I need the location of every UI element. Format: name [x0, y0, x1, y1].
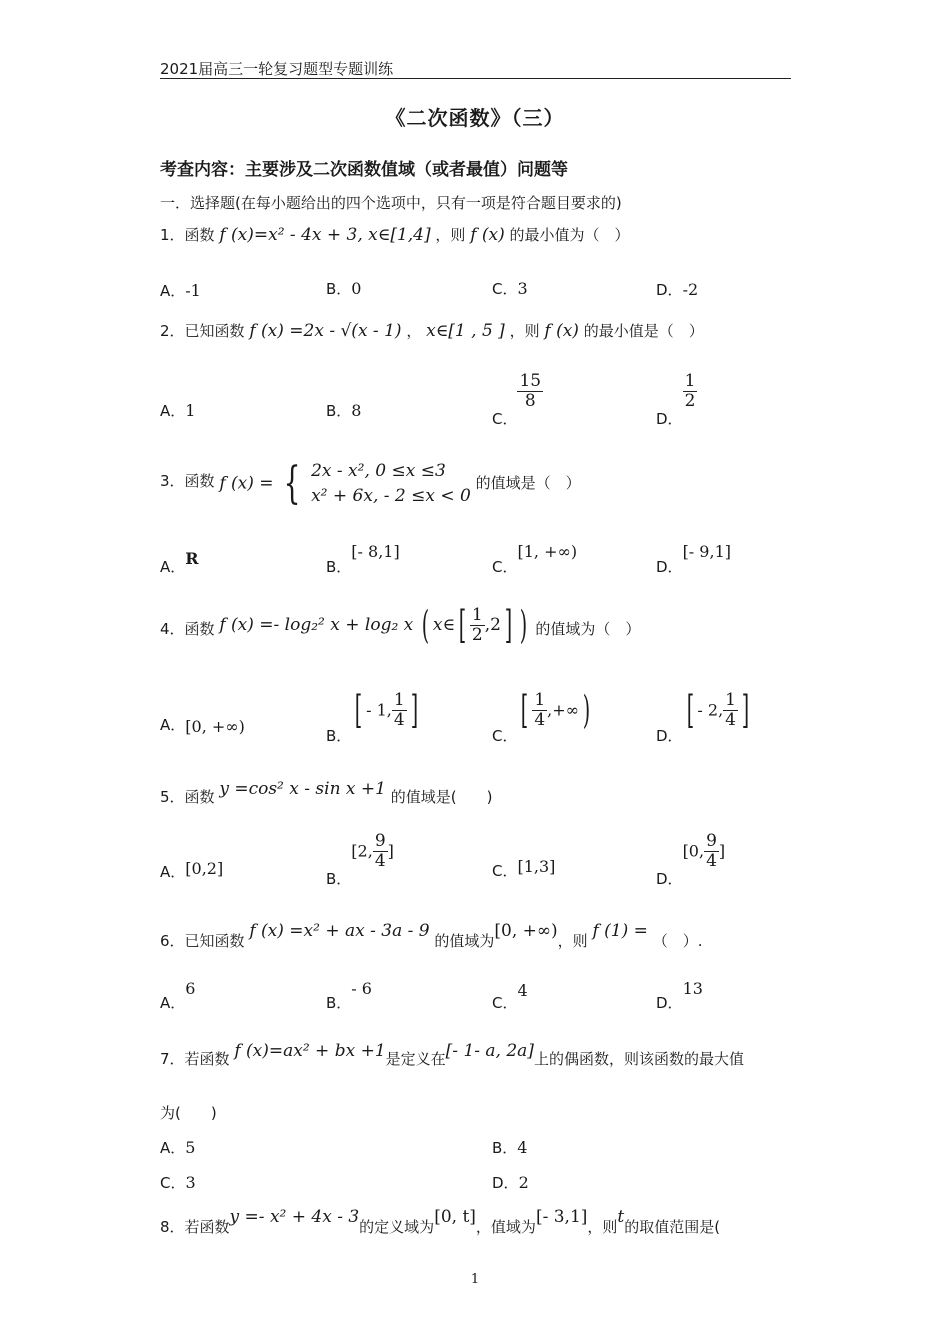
denominator: 8 — [524, 390, 536, 411]
option-value: 4 — [517, 1138, 528, 1157]
option-label: A． — [160, 1139, 186, 1157]
q7-option-c[interactable] — [160, 1172, 196, 1193]
q7-option-d[interactable] — [492, 1172, 529, 1193]
q5-option-d[interactable] — [656, 831, 726, 888]
q4-domain-fraction — [470, 606, 485, 644]
option-label: C． — [492, 862, 518, 880]
option-value: - 2, — [697, 700, 724, 720]
q6-prefix: 6．已知函数 — [160, 932, 245, 950]
right-bracket-icon: ] — [504, 603, 513, 647]
right-paren-icon: ) — [582, 688, 591, 732]
q6-formula-3: f (1) = — [592, 921, 648, 941]
q6-option-b[interactable] — [326, 978, 372, 1012]
option-value: [- 8,1] — [351, 542, 400, 561]
q6-tail: （ ）. — [652, 932, 703, 950]
q4-domain-label: x∈ — [432, 615, 456, 635]
option-value: 5 — [185, 1138, 196, 1157]
option-fraction — [373, 832, 388, 870]
option-fraction — [683, 372, 698, 410]
q2-option-b[interactable] — [326, 400, 361, 421]
option-label: C． — [492, 726, 518, 745]
option-value: 0 — [351, 279, 362, 298]
option-label: C． — [160, 1174, 186, 1192]
option-close: ] — [387, 841, 394, 861]
q5-option-b[interactable] — [326, 831, 394, 888]
q5-tail: 的值域是( ) — [390, 788, 493, 806]
option-value: [0,2] — [185, 859, 224, 878]
header-rule — [160, 78, 791, 79]
q7-option-b[interactable] — [492, 1137, 527, 1158]
right-bracket-icon: ] — [741, 688, 750, 732]
denominator: 4 — [374, 850, 386, 871]
option-value: [0, — [682, 841, 705, 861]
option-label: D． — [656, 994, 683, 1012]
numerator: 1 — [471, 604, 483, 625]
q5-option-a[interactable] — [160, 858, 223, 879]
option-fraction — [392, 691, 407, 729]
option-label: D． — [656, 726, 683, 745]
q8-mid2: ，值域为 — [475, 1218, 536, 1236]
option-label: A． — [160, 558, 186, 576]
denominator: 4 — [393, 709, 405, 730]
content-summary: 考查内容：主要涉及二次函数值域（或者最值）问题等 — [160, 160, 568, 180]
q8-variable: t — [617, 1207, 625, 1227]
q7-tail2: 为( ) — [160, 1104, 217, 1122]
q1-option-d[interactable] — [656, 279, 698, 300]
denominator: 4 — [725, 709, 736, 730]
q1-tail: 的最小值为（ ） — [509, 226, 630, 244]
option-label: C． — [492, 409, 518, 428]
q1-formula-2: f (x) — [470, 225, 505, 245]
q4-domain-upper: , — [484, 615, 491, 635]
q6-mid: 的值域为 — [434, 932, 495, 950]
option-label: D． — [492, 1174, 519, 1192]
q4-prefix: 4．函数 — [160, 619, 215, 638]
q3-tail: 的值域是（ ） — [475, 474, 581, 492]
running-header: 2021届高三一轮复习题型专题训练 — [160, 60, 394, 78]
numerator: 9 — [706, 831, 717, 851]
q2-option-a[interactable] — [160, 400, 195, 421]
q6-mid2: ，则 — [557, 932, 588, 950]
q4-tail: 的值域为（ ） — [535, 619, 641, 638]
q2-option-c[interactable] — [492, 371, 543, 428]
q2-domain: x∈[1 , 5 ] — [426, 321, 505, 341]
left-bracket-icon: [ — [521, 688, 529, 732]
option-label: B． — [326, 994, 352, 1012]
q7-tail: 上的偶函数，则该函数的最大值 — [533, 1050, 744, 1068]
option-value: - 6 — [351, 979, 372, 998]
numerator: 9 — [374, 831, 386, 851]
numerator: 15 — [519, 371, 542, 391]
q1-mid: ，则 — [435, 226, 466, 244]
q5-prefix: 5．函数 — [160, 788, 215, 806]
q2-mid: ，则 — [509, 322, 540, 340]
left-bracket-icon: [ — [458, 603, 467, 647]
q3-option-a[interactable] — [160, 548, 199, 576]
denominator: 2 — [471, 624, 483, 645]
question-1 — [160, 224, 630, 245]
page-number: 1 — [470, 1272, 480, 1287]
q3-prefix: 3．函数 — [160, 472, 215, 490]
q1-formula: f (x)=x² - 4x + 3, x∈[1,4] — [219, 225, 431, 245]
option-label: C． — [492, 558, 518, 576]
option-value: 1 — [185, 401, 196, 420]
q6-option-d[interactable] — [656, 978, 703, 1012]
q2-sep: ， — [406, 322, 422, 340]
case-2: x² + 6x, - 2 ≤x < 0 — [311, 485, 471, 506]
option-value: 2 — [518, 1173, 529, 1192]
option-value: 8 — [351, 401, 362, 420]
q1-option-b[interactable] — [326, 278, 361, 299]
option-value: -2 — [682, 280, 699, 299]
option-label: A． — [160, 282, 186, 300]
q7-formula: f (x)=ax² + bx +1 — [234, 1041, 386, 1061]
option-label: C． — [492, 280, 518, 298]
numerator: 1 — [534, 689, 546, 710]
option-label: D． — [656, 558, 683, 576]
q7-mid: 是定义在 — [385, 1050, 446, 1068]
option-value: - 1, — [366, 700, 392, 720]
left-brace-icon: { — [283, 458, 301, 509]
option-label: A． — [160, 994, 186, 1012]
right-bracket-icon: ] — [410, 688, 418, 732]
option-label: B． — [326, 280, 352, 298]
option-label: B． — [326, 726, 352, 745]
piecewise-cases — [311, 459, 471, 508]
question-7 — [160, 1040, 744, 1068]
option-value: 3 — [517, 279, 528, 298]
q8-mid3: ，则 — [587, 1218, 618, 1236]
denominator: 2 — [684, 390, 696, 411]
q6-option-c[interactable] — [492, 980, 528, 1012]
numerator: 1 — [684, 371, 696, 391]
numerator: 1 — [393, 689, 405, 710]
q2-option-d[interactable] — [656, 371, 697, 428]
option-label: B． — [326, 402, 352, 420]
option-close: ] — [718, 841, 726, 861]
option-label: B． — [326, 558, 352, 576]
q7-option-a[interactable] — [160, 1137, 195, 1158]
question-8 — [160, 1206, 721, 1236]
q8-formula: y =- x² + 4x - 3 — [229, 1207, 360, 1227]
q2-formula: f (x) =2x - √(x - 1) — [249, 321, 402, 341]
q2-formula-3: f (x) — [544, 321, 579, 341]
q6-formula: f (x) =x² + ax - 3a - 9 — [249, 921, 430, 941]
q8-mid: 的定义域为 — [359, 1218, 435, 1236]
q4-option-b[interactable] — [326, 688, 422, 745]
page-title: 《二次函数》（三） — [385, 106, 565, 130]
q8-tail: 的取值范围是( — [624, 1218, 721, 1236]
q2-prefix: 2．已知函数 — [160, 322, 245, 340]
q6-option-a[interactable] — [160, 978, 196, 1012]
q8-range: [- 3,1] — [535, 1207, 588, 1227]
option-value: [0, +∞) — [185, 717, 245, 736]
q6-range: [0, +∞) — [494, 921, 558, 941]
question-5 — [160, 778, 493, 806]
q3-option-d[interactable] — [656, 541, 731, 576]
option-value: 6 — [185, 979, 196, 998]
option-value: [- 9,1] — [682, 542, 731, 561]
q8-domain: [0, t] — [434, 1207, 476, 1227]
option-fraction — [532, 691, 547, 729]
question-3 — [160, 458, 581, 509]
q7-prefix: 7．若函数 — [160, 1050, 230, 1068]
option-value: 4 — [517, 981, 528, 1000]
option-value: [1,3] — [517, 857, 556, 876]
option-label: D． — [656, 869, 683, 888]
q4-domain-upper-value: 2 — [490, 615, 501, 635]
option-value: 3 — [185, 1173, 196, 1192]
q7-interval: [- 1- a, 2a] — [445, 1041, 534, 1061]
q2-tail: 的最小值是（ ） — [583, 322, 704, 340]
option-label: B． — [326, 869, 352, 888]
left-bracket-icon: [ — [686, 688, 694, 732]
option-label: B． — [492, 1139, 518, 1157]
option-label: C． — [492, 994, 518, 1012]
option-fraction — [517, 372, 543, 410]
q1-option-c[interactable] — [492, 278, 528, 299]
option-value: +∞ — [552, 700, 579, 720]
question-2 — [160, 320, 704, 341]
q4-formula: f (x) =- log₂² x + log₂ x — [219, 615, 414, 635]
q4-option-a[interactable] — [160, 714, 245, 735]
option-label: D． — [656, 409, 683, 428]
q4-option-c[interactable] — [492, 688, 594, 745]
question-4 — [160, 603, 640, 647]
option-fraction — [723, 691, 738, 729]
option-value: -1 — [185, 281, 201, 300]
option-label: A． — [160, 716, 186, 734]
left-bracket-icon: [ — [355, 688, 363, 732]
option-value: [1, +∞) — [517, 542, 578, 561]
option-value: R — [185, 549, 199, 568]
q1-option-a[interactable] — [160, 280, 201, 301]
q4-option-d[interactable] — [656, 688, 753, 745]
left-paren-icon: ( — [421, 603, 430, 647]
section-heading: 一．选择题(在每小题给出的四个选项中，只有一项是符合题目要求的) — [160, 194, 622, 212]
question-7-continued — [160, 1102, 217, 1123]
q3-option-b[interactable] — [326, 541, 400, 576]
q3-option-c[interactable] — [492, 541, 578, 576]
right-paren-icon: ) — [519, 603, 527, 647]
option-separator: , — [547, 700, 553, 720]
denominator: 4 — [706, 850, 717, 871]
option-label: A． — [160, 863, 186, 881]
q5-option-c[interactable] — [492, 856, 556, 880]
question-6 — [160, 920, 703, 950]
q8-prefix: 8．若函数 — [160, 1218, 230, 1236]
option-fraction — [704, 832, 719, 870]
case-1: 2x - x², 0 ≤x ≤3 — [311, 460, 446, 481]
denominator: 4 — [534, 709, 546, 730]
option-value: [2, — [351, 841, 373, 861]
option-label: D． — [656, 281, 683, 299]
q5-formula: y =cos² x - sin x +1 — [219, 779, 386, 799]
numerator: 1 — [725, 689, 736, 710]
q1-prefix: 1．函数 — [160, 226, 215, 244]
option-value: 13 — [682, 979, 703, 998]
q3-formula: f (x) = — [219, 473, 274, 494]
option-label: A． — [160, 402, 186, 420]
